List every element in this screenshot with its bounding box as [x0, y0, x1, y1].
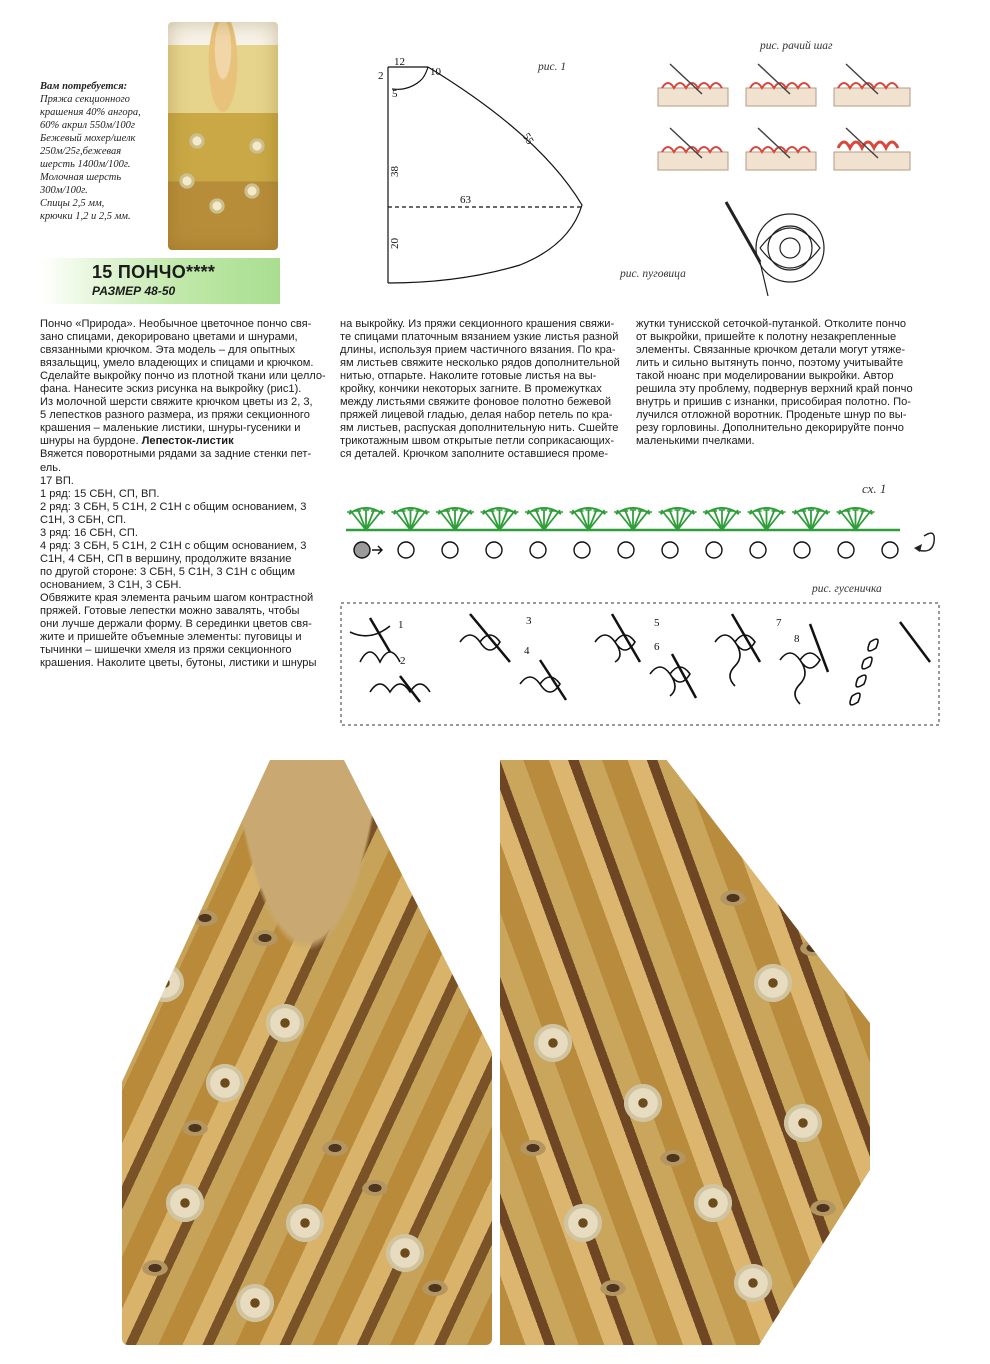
scheme-fan — [837, 508, 875, 530]
article-column-2 — [340, 318, 630, 462]
text-line: ям листьев свяжите несколько рядов дополнительной — [340, 357, 620, 370]
button-figure — [720, 200, 840, 300]
crochet-flower — [162, 1180, 208, 1226]
flower-decoration — [248, 137, 266, 155]
text-line: пряжей. Готовые лепестки можно завалять, чтобы — [40, 605, 300, 618]
materials-line: Бежевый мохер/шелк — [40, 133, 136, 144]
materials-line: крашения 40% ангора, — [40, 107, 141, 118]
crab-stitch-step — [658, 128, 728, 170]
scheme-chain-stitch — [486, 542, 502, 558]
materials-line: 250м/25г,бежевая — [40, 146, 122, 157]
crochet-flower — [232, 1280, 278, 1326]
pattern-hem — [388, 67, 582, 283]
pattern-neckline — [392, 67, 428, 89]
text-line: вязальщиц, умело владеющих и спицами и крючком. — [40, 357, 314, 370]
text-line: ель. — [40, 461, 62, 474]
crochet-flower — [730, 1260, 776, 1306]
caterpillar-step-illustration — [460, 614, 566, 700]
crochet-flower — [202, 1060, 248, 1106]
crochet-flower — [780, 1100, 826, 1146]
step-number: 7 — [776, 617, 782, 629]
scheme-chain-stitch — [750, 542, 766, 558]
crochet-flower — [560, 1200, 606, 1246]
photo-divider — [492, 760, 500, 1350]
text-line: пряжей лицевой гладью, делая набор петель по кра- — [340, 409, 613, 422]
crab-stitch-step — [746, 128, 816, 170]
crochet-leaf — [182, 1120, 208, 1136]
text-line: связанными крючком. Эта модель – для опытных — [40, 344, 296, 357]
text-line: решила эту проблему, подвернув верхний край пончо — [636, 383, 913, 396]
materials-line: Молочная шерсть — [40, 172, 122, 183]
crab-stitch-figure — [650, 60, 920, 182]
text-line: те спицами платочным вязанием узкие листья разной — [340, 331, 619, 344]
scheme-chain-stitch — [398, 542, 414, 558]
text-line: кройку, кончики некоторых загните. В промежутках — [340, 383, 602, 396]
crab-stitch-step — [658, 64, 728, 106]
dimension-label: 2 — [378, 70, 384, 82]
text-line: элементы. Связанные крючком детали могут утяже- — [636, 344, 906, 357]
scheme-chain-stitch — [706, 542, 722, 558]
scheme-fan — [347, 508, 385, 530]
caterpillar-figure — [340, 602, 940, 726]
pattern-diagram — [370, 55, 610, 290]
text-line: крашения. Наколите цветы, бутоны, листики и шнуры — [40, 657, 317, 670]
figure-frame — [341, 603, 939, 725]
scheme-fan — [614, 508, 652, 530]
step-number: 6 — [654, 641, 660, 653]
text-line: 1 ряд: 15 СБН, СП, ВП. — [40, 487, 160, 500]
scheme-start-chain — [354, 542, 370, 558]
text-line: 2 ряд: 3 СБН, 5 С1Н, 2 С1Н с общим основанием, 3 — [40, 500, 307, 513]
figure-caption: рис. гусеничка — [812, 583, 882, 595]
model-photo — [168, 22, 278, 250]
dimension-label: 10 — [430, 66, 441, 78]
crochet-flower — [750, 960, 796, 1006]
scheme-chain-stitch — [838, 542, 854, 558]
crochet-flower — [620, 1080, 666, 1126]
scheme-fan — [392, 508, 430, 530]
materials-line: 60% акрил 550м/100г — [40, 120, 135, 131]
section-heading: Лепесток-листик — [141, 435, 234, 448]
scheme-chain-stitch — [794, 542, 810, 558]
scheme-chain-stitch — [574, 542, 590, 558]
step-number: 1 — [398, 619, 404, 631]
materials-line: 300м/100г. — [40, 185, 88, 196]
crab-stitch-step — [746, 64, 816, 106]
text-line: такой нюанс при моделировании выкройки. Автор — [636, 370, 894, 383]
text-line: Обвяжите края элемента рачьим шагом контрастной — [40, 591, 314, 604]
scheme-chain-stitch — [442, 542, 458, 558]
materials-line: Пряжа секционного — [40, 94, 130, 105]
text-line: лить и сильно вытянуть пончо, поэтому учитывайте — [636, 357, 904, 370]
text-line — [40, 435, 338, 448]
text-line: трикотажным швом открытые петли соприкасающих- — [340, 435, 615, 448]
text-line: зано спицами, декорировано цветами и шнурами, — [40, 331, 298, 344]
crochet-leaf — [422, 1280, 448, 1296]
step-number: 4 — [524, 645, 530, 657]
article-column-1 — [40, 318, 338, 670]
crochet-leaf — [720, 890, 746, 906]
text-line: резу горловины. Дополнительно декорируйте пончо — [636, 422, 904, 435]
caterpillar-step-illustration — [595, 614, 696, 698]
dimension-label: 12 — [394, 56, 405, 68]
poncho-photo-left — [122, 760, 492, 1345]
text-line: 17 ВП. — [40, 474, 74, 487]
dimension-label: 38 — [389, 166, 401, 177]
text-line: шнуры на бурдоне. — [40, 435, 139, 448]
crochet-flower — [382, 1230, 428, 1276]
text-line: внутрь и пришив с изнанки, присобирая полотно. По- — [636, 396, 911, 409]
scheme-fan — [792, 508, 830, 530]
text-line: крашения – маленькие листики, шнуры-гусеники и — [40, 422, 301, 435]
text-line: нитью, отпарьте. Наколите готовые листья на вы- — [340, 370, 597, 383]
text-line: Из молочной шерсти свяжите крючком цветы из 2, 3, — [40, 396, 313, 409]
start-arrow — [372, 546, 382, 554]
scheme-chain-stitch — [618, 542, 634, 558]
text-line: 5 лепестков разного размера, из пряжи секционного — [40, 409, 310, 422]
dimension-label: 5 — [392, 88, 398, 100]
text-line: жутки тунисской сеточкой-путанкой. Отколите пончо — [636, 318, 907, 330]
scheme-fan — [748, 508, 786, 530]
scheme-fan — [570, 508, 608, 530]
figure-caption: рис. 1 — [538, 61, 567, 73]
text-line: С1Н, 4 СБН, СП в вершину, продолжите вязание — [40, 552, 292, 565]
crochet-leaf — [600, 1280, 626, 1296]
text-line: они лучше держали форму. В серединки цветов свя- — [40, 618, 312, 631]
caterpillar-step-illustration — [715, 614, 828, 704]
step-number: 2 — [400, 655, 406, 667]
text-line: длины, используя прием частичного вязания. По кра- — [340, 344, 616, 357]
crochet-leaf — [810, 1200, 836, 1216]
text-line: на выкройку. Из пряжи секционного крашения свяжи- — [340, 318, 615, 330]
text-line: Сделайте выкройку пончо из плотной ткани или целло- — [40, 370, 326, 383]
caterpillar-step-illustration — [850, 622, 930, 705]
figure-caption: рис. пуговица — [620, 268, 686, 280]
scheme-fan — [659, 508, 697, 530]
crochet-scheme — [340, 500, 950, 570]
crochet-flower — [282, 1200, 328, 1246]
crochet-leaf — [252, 930, 278, 946]
scheme-fan — [525, 508, 563, 530]
dimension-label: 63 — [460, 194, 471, 206]
dimension-label: 20 — [389, 238, 401, 249]
text-line: ся деталей. Крючком заполните оставшиеся проме- — [340, 448, 609, 461]
crochet-leaf — [362, 1180, 388, 1196]
materials-line: шерсть 1400м/100г. — [40, 159, 131, 170]
poncho-photo-right — [500, 760, 870, 1345]
caterpillar-step-illustration — [350, 618, 430, 702]
crochet-leaf — [660, 1150, 686, 1166]
flower-decoration — [178, 172, 196, 190]
step-number: 3 — [526, 615, 532, 627]
scheme-chain-stitch — [530, 542, 546, 558]
scheme-chain-stitch — [662, 542, 678, 558]
text-line: жите и пришейте объемные элементы: пуговицы и — [40, 631, 302, 644]
crochet-leaf — [520, 1140, 546, 1156]
text-line: Вяжется поворотными рядами за задние стенки пет- — [40, 448, 312, 461]
figure-caption: сх. 1 — [862, 481, 887, 496]
flower-decoration — [243, 182, 261, 200]
scheme-fan — [703, 508, 741, 530]
materials-line: Спицы 2,5 мм, — [40, 198, 105, 209]
crochet-flower — [142, 960, 188, 1006]
text-line: 3 ряд: 16 СБН, СП. — [40, 526, 138, 539]
text-line: между листьями свяжите фоновое полотно бежевой — [340, 396, 612, 409]
page-title: 15 ПОНЧО**** — [92, 262, 216, 282]
text-line: лучился отложной воротник. Проденьте шнур по вы- — [636, 409, 907, 422]
scheme-fan — [481, 508, 519, 530]
text-line: от выкройки, пришейте к полотну незакрепленные — [636, 331, 897, 344]
text-line: основанием, 3 С1Н, 3 СБН. — [40, 578, 182, 591]
flower-decoration — [188, 132, 206, 150]
text-line: ям листьев, распуская дополнительную нить. Сшейте — [340, 422, 619, 435]
text-line: маленькими пчелками. — [636, 435, 755, 448]
flower-decoration — [208, 197, 226, 215]
materials-list — [40, 80, 180, 223]
crab-stitch-step — [834, 128, 910, 170]
text-line: тычинки – шишечки хмеля из пряжи секционного — [40, 644, 292, 657]
step-number: 8 — [794, 633, 800, 645]
crochet-leaf — [800, 940, 826, 956]
text-line: С1Н, 3 СБН, СП. — [40, 513, 127, 526]
crab-stitch-step — [834, 64, 910, 106]
materials-heading: Вам потребуется: — [40, 81, 128, 92]
crochet-flower — [530, 1020, 576, 1066]
article-column-3 — [636, 318, 941, 448]
figure-caption: рис. рачий шаг — [760, 40, 833, 52]
scheme-chain-stitch — [882, 542, 898, 558]
crochet-leaf — [142, 1260, 168, 1276]
crochet-leaf — [192, 910, 218, 926]
crochet-flower — [262, 1000, 308, 1046]
crochet-leaf — [322, 1140, 348, 1156]
text-line: фана. Нанесите эскиз рисунка на выкройку (рис1). — [40, 383, 302, 396]
crochet-flower — [690, 1180, 736, 1226]
materials-line: крючки 1,2 и 2,5 мм. — [40, 211, 131, 222]
size-label: РАЗМЕР 48-50 — [92, 284, 176, 298]
text-line: 4 ряд: 3 СБН, 5 С1Н, 2 С1Н с общим основанием, 3 — [40, 539, 307, 552]
step-number: 5 — [654, 617, 660, 629]
dimension-label: 55 — [519, 130, 536, 147]
scheme-fan — [436, 508, 474, 530]
text-line: по другой стороне: 3 СБН, 5 С1Н, 3 С1Н с общим — [40, 565, 296, 578]
text-line: Пончо «Природа». Необычное цветочное пончо свя- — [40, 318, 312, 330]
